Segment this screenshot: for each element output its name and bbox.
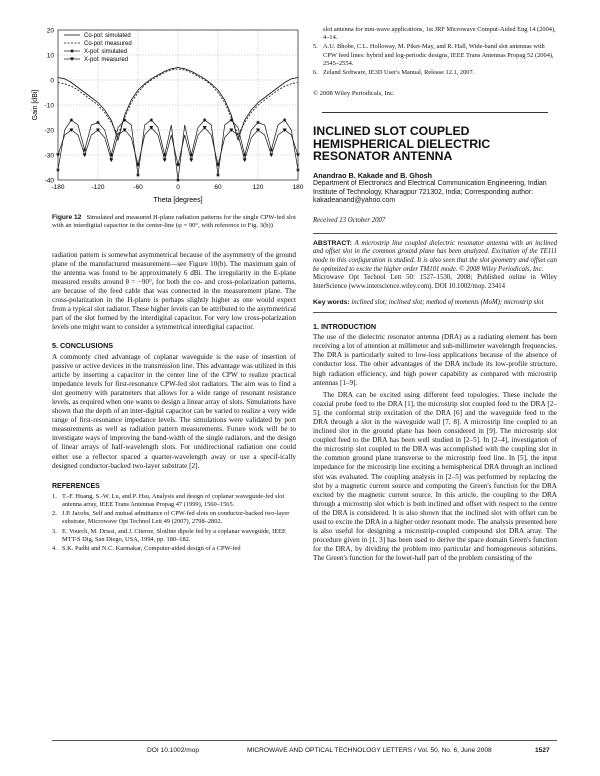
y-tick-label: 20 bbox=[46, 27, 54, 35]
reference-item bbox=[313, 69, 557, 77]
abstract-label: ABSTRACT: bbox=[313, 239, 352, 247]
copyright-rule bbox=[322, 112, 548, 113]
data-point-triangle bbox=[269, 154, 273, 158]
data-point-star bbox=[96, 121, 100, 125]
y-tick-label: 10 bbox=[46, 52, 54, 60]
h-plane-radiation-chart bbox=[28, 26, 306, 208]
x-axis-label: Theta [degrees] bbox=[153, 197, 203, 204]
conclusions-paragraph: A commonly cited advantage of coplanar waveguide is the ease of insertion of passive or active devices in the transmission line. This advantage was utilized in this article by inserting a capacitor in the center line of the CPW to realize practical impedance levels for first-resonance CPW-fed slot radiators. The aim was to find a slot geometry with parameters that allows for a wide range of resonant resistance levels, as required when one wants to design a linear array of slots. Simulations have shown that the depth of an inter-digital capacitor can be varied to realize a very wide range of first-resonance impedance levels. The simulations were validated by port measurements as well as radiation pattern measurements. Future work will be to investigate ways of improving the band-width of the single radiators, and the design of linear arrays of half-wavelength slots. For unidirectional radiation one could either use a reflector spaced a quarter-wavelength away or use a specif-ically designed conductor-backed two-layer substrate [2]. bbox=[52, 352, 296, 470]
x-tick-label: 120 bbox=[252, 184, 264, 191]
legend-label: X-pol: measured bbox=[84, 57, 129, 64]
introduction-heading: 1. INTRODUCTION bbox=[313, 322, 377, 332]
reference-number: 3. bbox=[52, 527, 57, 535]
reference-number: 6. bbox=[313, 69, 318, 77]
intro-paragraph-1: The use of the dielectric resonator antenna (DRA) as a radiating element has been receiving a lot of attention at millimeter and sub-millimeter wavelength frequencies. The DRA is particularly suited to low-loss applications because of the absence of conductor loss. The other advantages of the DRA include its low-profile structure, high radiation efficiency, and high power capability as compared with microstrip antennas [1–9]. bbox=[313, 333, 557, 387]
page-footer bbox=[0, 747, 600, 759]
conclusions-heading: 5. CONCLUSIONS bbox=[52, 341, 114, 351]
y-tick-label: -20 bbox=[44, 127, 54, 135]
legend-label: X-pol: simulated bbox=[84, 49, 128, 56]
authors: Anandrao B. Kakade and B. Ghosh bbox=[313, 170, 433, 180]
y-tick-label: -30 bbox=[44, 152, 54, 160]
reference-text: T.-F. Huang, S.-W. Lu, and P. Hsu, Analysis and design of coplanar waveguide-fed slot antenna array, IEEE Trans Antennas Propag 47 (1999), 1560–1565. bbox=[62, 492, 285, 509]
keywords-label: Key words: bbox=[313, 299, 350, 307]
reference-list-continued bbox=[313, 26, 557, 42]
figure-caption bbox=[52, 214, 296, 231]
legend-label: Co-pol: measured bbox=[84, 41, 132, 48]
copyright: © 2008 Wiley Periodicals, Inc. bbox=[313, 90, 395, 98]
reference-item bbox=[52, 528, 296, 544]
x-tick-label: -180 bbox=[51, 184, 65, 191]
keywords-text: inclined slot; inclined slot; method of moments (MoM); microstrip slot bbox=[351, 299, 544, 307]
data-point-triangle bbox=[189, 159, 193, 163]
y-tick-label: -10 bbox=[44, 102, 54, 110]
abstract-rule bbox=[313, 233, 557, 234]
reference-number: 5. bbox=[313, 43, 318, 51]
data-point-star bbox=[230, 118, 234, 122]
x-tick-label: 0 bbox=[176, 184, 180, 191]
right-column bbox=[313, 26, 557, 563]
y-tick-label: 0 bbox=[50, 77, 54, 85]
reference-item bbox=[52, 545, 296, 553]
reference-item: slot antenna for mm-wave applications, 1st JRF Microwave Comput-Aided Eng 14 (2004), 4–14. bbox=[323, 26, 556, 42]
data-point-triangle bbox=[163, 159, 167, 163]
footer-rule bbox=[52, 740, 557, 741]
data-point-star bbox=[256, 121, 260, 125]
reference-item bbox=[313, 43, 557, 68]
reference-number: 1. bbox=[52, 492, 57, 500]
citation: Microwave Opt Technol Lett 50: 1527–1530, 2008; Published online in Wiley InterScience (www.interscience.wiley.com). DOI 10.1002/mop. 23414 bbox=[313, 274, 557, 290]
figure-caption-label: Figure 12 bbox=[52, 214, 82, 221]
y-axis-label: Gain [dBi] bbox=[32, 89, 39, 121]
page-number: 1527 bbox=[535, 747, 550, 754]
figure-caption-text: Simulated and measured H-plane radiation patterns for the single CPW-fed slot with an interdigital capacitor in the center-line (φ = 90°, with reference to Fig. 3(b)) bbox=[52, 214, 296, 230]
reference-list bbox=[313, 43, 557, 77]
keywords bbox=[313, 299, 557, 308]
reference-text: J.P. Jacobs, Self and mutual admittance of CPW-fed slots on conductor-backed two-layer substrate, Microwave Opt Technol Lett 49 (2007), 2798–2802. bbox=[62, 510, 290, 526]
article-title: INCLINED SLOT COUPLED HEMISPHERICAL DIELECTRIC RESONATOR ANTENNA bbox=[313, 124, 491, 163]
footer-journal: MICROWAVE AND OPTICAL TECHNOLOGY LETTERS / Vol. 50, No. 6, June 2008 bbox=[247, 747, 492, 754]
left-column bbox=[52, 214, 296, 554]
data-point-star bbox=[123, 118, 127, 122]
reference-number: 2. bbox=[52, 510, 57, 518]
references-heading: REFERENCES bbox=[52, 482, 100, 490]
reference-list bbox=[52, 493, 296, 553]
y-tick-label: -40 bbox=[44, 177, 54, 185]
abstract-text: A microstrip line coupled dielectric resonator antenna with an inclined and offset slot in the common ground plane has been analyzed. Excitation of the TE111 mode in this configuration is studied. It is also seen that the slot geometry and offset can be optimized to excite the higher order TM101 mode. © 2008 Wiley Periodicals, Inc. bbox=[313, 239, 557, 273]
x-tick-label: 60 bbox=[214, 184, 222, 191]
reference-item bbox=[52, 510, 296, 526]
x-tick-label: -60 bbox=[133, 184, 143, 191]
reference-text: E. Vourch, M. Drissi, and J. Citerne, Slotline dipole fed by a coplanar waveguide, IEEE MTT-S Dig, San Diego, USA, 1994, pp. 180–182. bbox=[62, 527, 286, 543]
affiliation: Department of Electronics and Electrical Communication Engineering, Indian Institute of Technology, Kharagpur 721302, India; Corresponding author: kakadeanand@yahoo.com bbox=[313, 180, 547, 205]
data-point-triangle bbox=[243, 159, 247, 163]
body-paragraph: radiation pattern is somewhat asymmetrical because of the asymmetry of the ground plane of the manufactured measurement—see Figure 10(b). The maximum gain of the antenna was found to be approximately 6 dBi. The irregularity in the E-plane measured results around θ = −90°, for both the co- and cross-polarization patterns, are because of the feed cable that was connected in the measurement plane. The cross-polarization in the H-plane is perhaps slightly higher as one would expect from a typical slot radiator. These higher levels can be attributed to the asymmetrical part of the slot formed by the interdigital capacitor. For very low cross-polarization levels one might want to consider a symmetrical interdigital capacitor. bbox=[52, 250, 296, 332]
legend-marker bbox=[70, 49, 74, 53]
data-point-star bbox=[216, 173, 220, 177]
intro-paragraph-2: The DRA can be excited using different feed topologies. These include the coaxial probe feed to the DRA [1], the microstrip slot coupled feed to the DRA [2–5], the conformal strip excitation of the DRA [6] and the waveguide feed to the DRA through a slot in the waveguide wall [7, 8]. A microstrip line coupled to an inclined slot in the ground plane has been considered in [9]. The microstrip slot coupled feed to the DRA has been well studied in [2–5]. In [2–4], investigation of the microstrip slot coupled to the DRA was accomplished with the coupling slot in the common ground plane transverse to the microstrip feed line. In [5], the input impedance for the microstrip line exciting a hemispherical DRA through an inclined slot was evaluated. The coupling analysis in [2–5] was performed by replacing the slot by a magnetic current source and computing the Green's function for the DRA excited by the magnetic current source. In this article, the coupling to the DRA through a microstrip slot which is both inclined and offset with respect to the centre of the DRA is considered. It is also shown that the inclined slot with offset can be used to excite the DRA in a higher order resonant mode. The analysis presented here is also useful for designing a microstrip-coupled compound slot DRA array. The procedure given in [1, 3] has been used to derive the space domain Green's function for the DRA, by dividing the problem into particular and homogeneous solutions. The Green's function for the lower-half part of the problem consisting of the bbox=[313, 390, 557, 563]
x-tick-label: 180 bbox=[292, 184, 304, 191]
data-point-star bbox=[283, 118, 287, 122]
reference-text: S.K. Padhi and N.C. Karmakar, Computer-aided design of a CPW-fed bbox=[62, 545, 241, 553]
data-point-triangle bbox=[109, 159, 113, 163]
reference-text: Zeland Software, IE3D User's Manual, Release 12.1, 2007. bbox=[323, 69, 475, 77]
data-point-star bbox=[136, 173, 140, 177]
legend-label: Co-pol: simulated bbox=[84, 33, 131, 40]
abstract bbox=[313, 240, 557, 274]
reference-text: A.U. Bhobe, C.L. Holloway, M. Piket-May, and R. Hall, Wide-band slot antennas with CPW feed lines: hybrid and log-periodic designs, IEEE Trans Antennas Propag 52 (2004), 2545–2554. bbox=[323, 43, 554, 67]
data-point-star bbox=[70, 118, 74, 122]
data-point-star bbox=[203, 118, 207, 122]
keywords-rule bbox=[313, 312, 557, 313]
reference-number: 4. bbox=[52, 545, 57, 553]
data-point-triangle bbox=[83, 154, 87, 158]
received-date: Received 13 October 2007 bbox=[313, 216, 386, 224]
data-point-star bbox=[150, 118, 154, 122]
reference-item bbox=[52, 493, 296, 509]
x-tick-label: -120 bbox=[91, 184, 105, 191]
footer-doi: DOI 10.1002/mop bbox=[147, 747, 200, 754]
